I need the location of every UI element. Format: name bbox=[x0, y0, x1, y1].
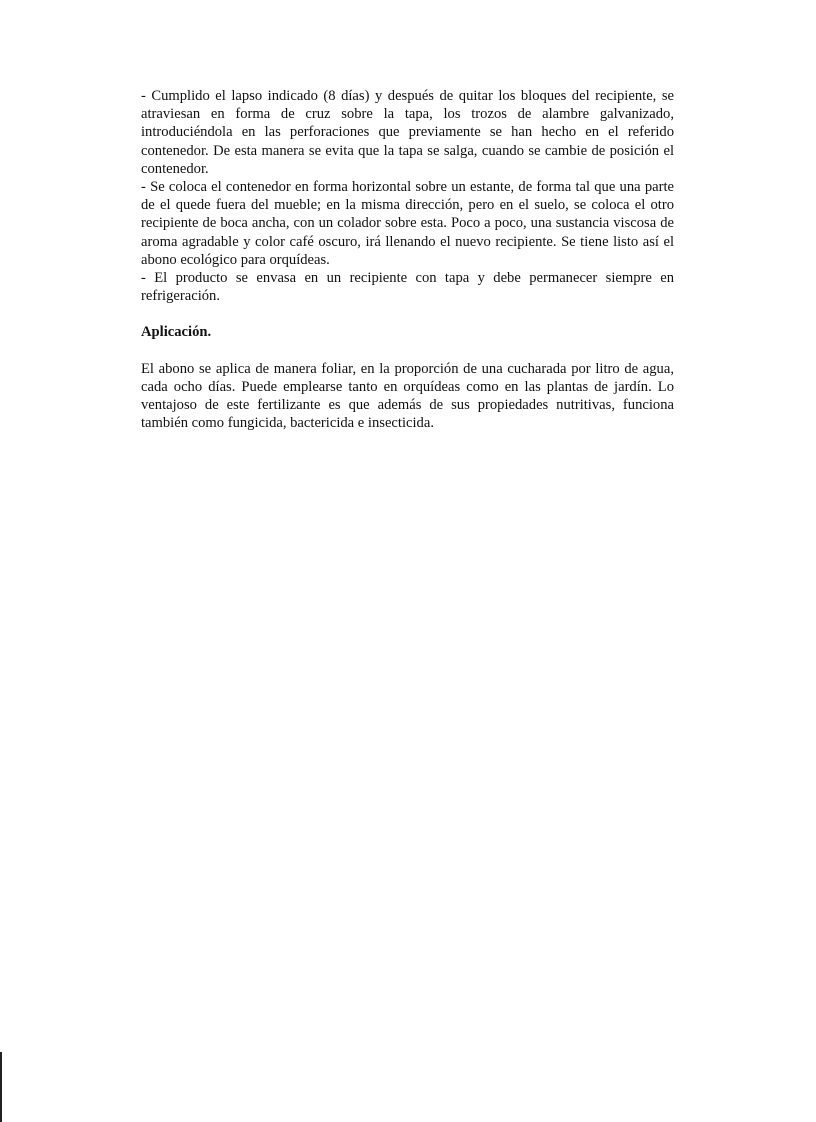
list-item-horizontal-container: - Se coloca el contenedor en forma horizontal sobre un estante, de forma tal que una parte de el quede fuera del mueble; en la misma dirección, pero en el suelo, se coloca el otro recipiente de boca ancha, con un colador sobre esta. Poco a poco, una sustancia viscosa de aroma agradable y color café oscuro, irá llenando el nuevo recipiente. Se tiene listo así el abono ecológico para orquídeas. bbox=[141, 179, 674, 268]
scan-edge-mark bbox=[0, 1052, 2, 1122]
document-body bbox=[141, 87, 674, 432]
application-paragraph: El abono se aplica de manera foliar, en la proporción de una cucharada por litro de agua, cada ocho días. Puede emplearse tanto en orquídeas como en las plantas de jardín. Lo ventajoso de este fertilizante es que además de sus propiedades nutritivas, funciona también como fungicida, bactericida e insecticida. bbox=[141, 360, 674, 432]
list-item-refrigeration: - El producto se envasa en un recipiente con tapa y debe permanecer siempre en refrigeración. bbox=[141, 270, 674, 305]
section-heading-application: Aplicación. bbox=[141, 324, 212, 341]
list-item-wire-cross: - Cumplido el lapso indicado (8 días) y después de quitar los bloques del recipiente, se atraviesan en forma de cruz sobre la tapa, los trozos de alambre galvanizado, introduciéndola en las perforaciones que previamente se han hecho en el referido contenedor. De esta manera se evita que la tapa se salga, cuando se cambie de posición el contenedor. bbox=[141, 88, 674, 177]
